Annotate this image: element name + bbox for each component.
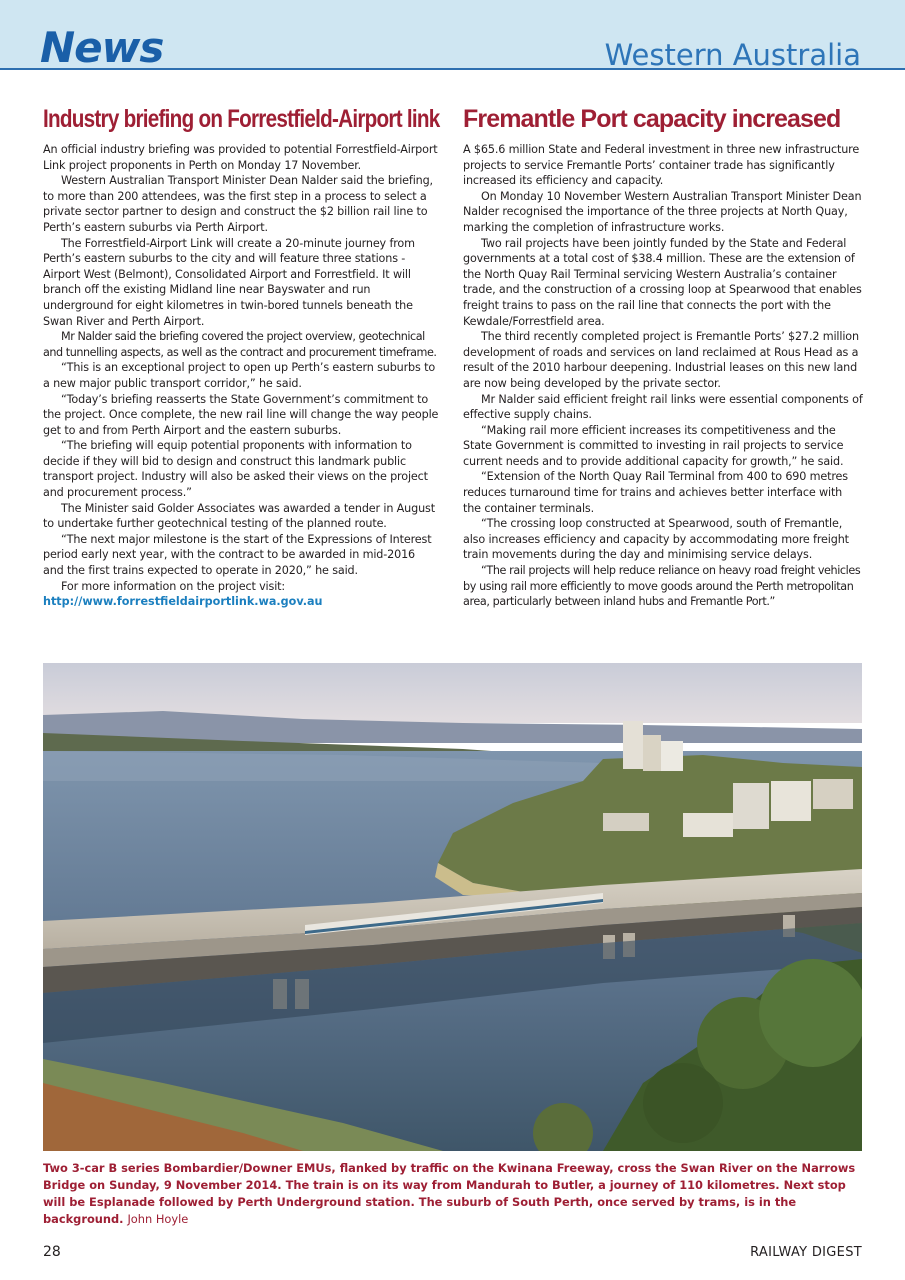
article-paragraph: “The rail projects will help reduce reliance on heavy road freight vehicles by using rail more efficiently to move goods around the Perth metropolitan area, particularly between inland hubs and Fremantle Port.” <box>463 564 861 609</box>
project-website-link[interactable]: http://www.forrestfieldairportlink.wa.gov.au <box>43 595 323 609</box>
article-paragraph: A $65.6 million State and Federal investment in three new infrastructure projects to service Fremantle Ports’ container trade has significantly increased its efficiency and capacity. <box>463 143 860 188</box>
bridge-photo <box>43 663 862 1151</box>
page-number: 28 <box>43 1244 61 1260</box>
article-paragraph: “The briefing will equip potential proponents with information to decide if they will bid to design and construct this landmark public transport project. Industry will also be asked their views on the project and procurement process.” <box>43 439 428 500</box>
article-forrestfield <box>43 104 439 610</box>
article-paragraph: The third recently completed project is Fremantle Ports’ $27.2 million development of roads and services on land reclaimed at Rous Head as a result of the 2010 harbour deepening. Industrial leases on this new land are now being developed by the private sector. <box>463 330 859 390</box>
photo-caption <box>43 1160 863 1228</box>
photo-credit: John Hoyle <box>127 1212 189 1226</box>
article-paragraph: Mr Nalder said the briefing covered the project overview, geotechnical and tunnelling aspects, as well as the contract and procurement timeframe. <box>43 330 437 359</box>
article-paragraph: Mr Nalder said efficient freight rail links were essential components of effective supply chains. <box>463 392 863 422</box>
section-title: News <box>40 23 164 72</box>
article-paragraph: “The crossing loop constructed at Spearwood, south of Fremantle, also increases efficiency and capacity by accommodating more freight train movements during the day and minimising service delays. <box>463 517 849 562</box>
article-paragraph: On Monday 10 November Western Australian Transport Minister Dean Nalder recognised the importance of the three projects at North Quay, marking the completion of infrastructure works. <box>463 189 862 234</box>
article-paragraph: “The next major milestone is the start of the Expressions of Interest period early next year, with the contract to be awarded in mid-2016 and the first trains expected to operate in 2020,” he said. <box>43 532 432 578</box>
article-paragraph: Western Australian Transport Minister Dean Nalder said the briefing, to more than 200 attendees, was the first step in a process to select a private sector partner to design and construct the $2 billion rail line to Perth’s eastern suburbs via Perth Airport. <box>43 174 433 234</box>
article-paragraph: “Extension of the North Quay Rail Terminal from 400 to 690 metres reduces turnaround time for trains and achieves better interface with the container terminals. <box>463 470 848 515</box>
region-title: Western Australia <box>604 38 861 72</box>
article-paragraph: “Making rail more efficient increases its competitiveness and the State Government is committed to investing in rail projects to service current needs and to provide additional capacity for growth,” he said. <box>463 423 844 468</box>
article-paragraph: “This is an exceptional project to open up Perth’s eastern suburbs to a new major public transport corridor,” he said. <box>43 361 436 390</box>
article-headline: Industry briefing on Forrestfield-Airport link <box>43 105 440 133</box>
article-paragraph: Two rail projects have been jointly funded by the State and Federal governments at a total cost of $38.4 million. These are the extension of the North Quay Rail Terminal servicing Western Australia’s container trade, and the construction of a crossing loop at Spearwood that enables freight trains to pass on the rail line that connects the port with the Kewdale/Forrestfield area. <box>463 236 862 328</box>
article-paragraph: The Forrestfield-Airport Link will create a 20-minute journey from Perth’s eastern suburbs to the city and will feature three stations - Airport West (Belmont), Consolidated Airport and Forrestfield. It will branch off the existing Midland line near Bayswater and run underground for eight kilometres in twin-bored tunnels beneath the Swan River and Perth Airport. <box>43 236 415 328</box>
article-paragraph: The Minister said Golder Associates was awarded a tender in August to undertake further geotechnical testing of the planned route. <box>43 501 435 531</box>
article-paragraph: An official industry briefing was provided to potential Forrestfield-Airport Link project proponents in Perth on Monday 17 November. <box>43 143 438 172</box>
article-fremantle <box>463 104 863 610</box>
article-headline: Fremantle Port capacity increased <box>463 105 841 133</box>
article-paragraph: “Today’s briefing reasserts the State Government’s commitment to the project. Once complete, the new rail line will change the way people get to and from Perth Airport and the eastern suburbs. <box>43 392 439 437</box>
article-paragraph: For more information on the project visit: <box>61 579 286 593</box>
magazine-name: RAILWAY DIGEST <box>750 1245 862 1260</box>
caption-text: Two 3-car B series Bombardier/Downer EMUs, flanked by traffic on the Kwinana Freeway, cross the Swan River on the Narrows Bridge on Sunday, 9 November 2014. The train is on its way from Mandurah to Butler, a journey of 110 kilometres. Next stop will be Esplanade followed by Perth Underground station. The suburb of South Perth, once served by trams, is in the background. <box>43 1161 856 1226</box>
